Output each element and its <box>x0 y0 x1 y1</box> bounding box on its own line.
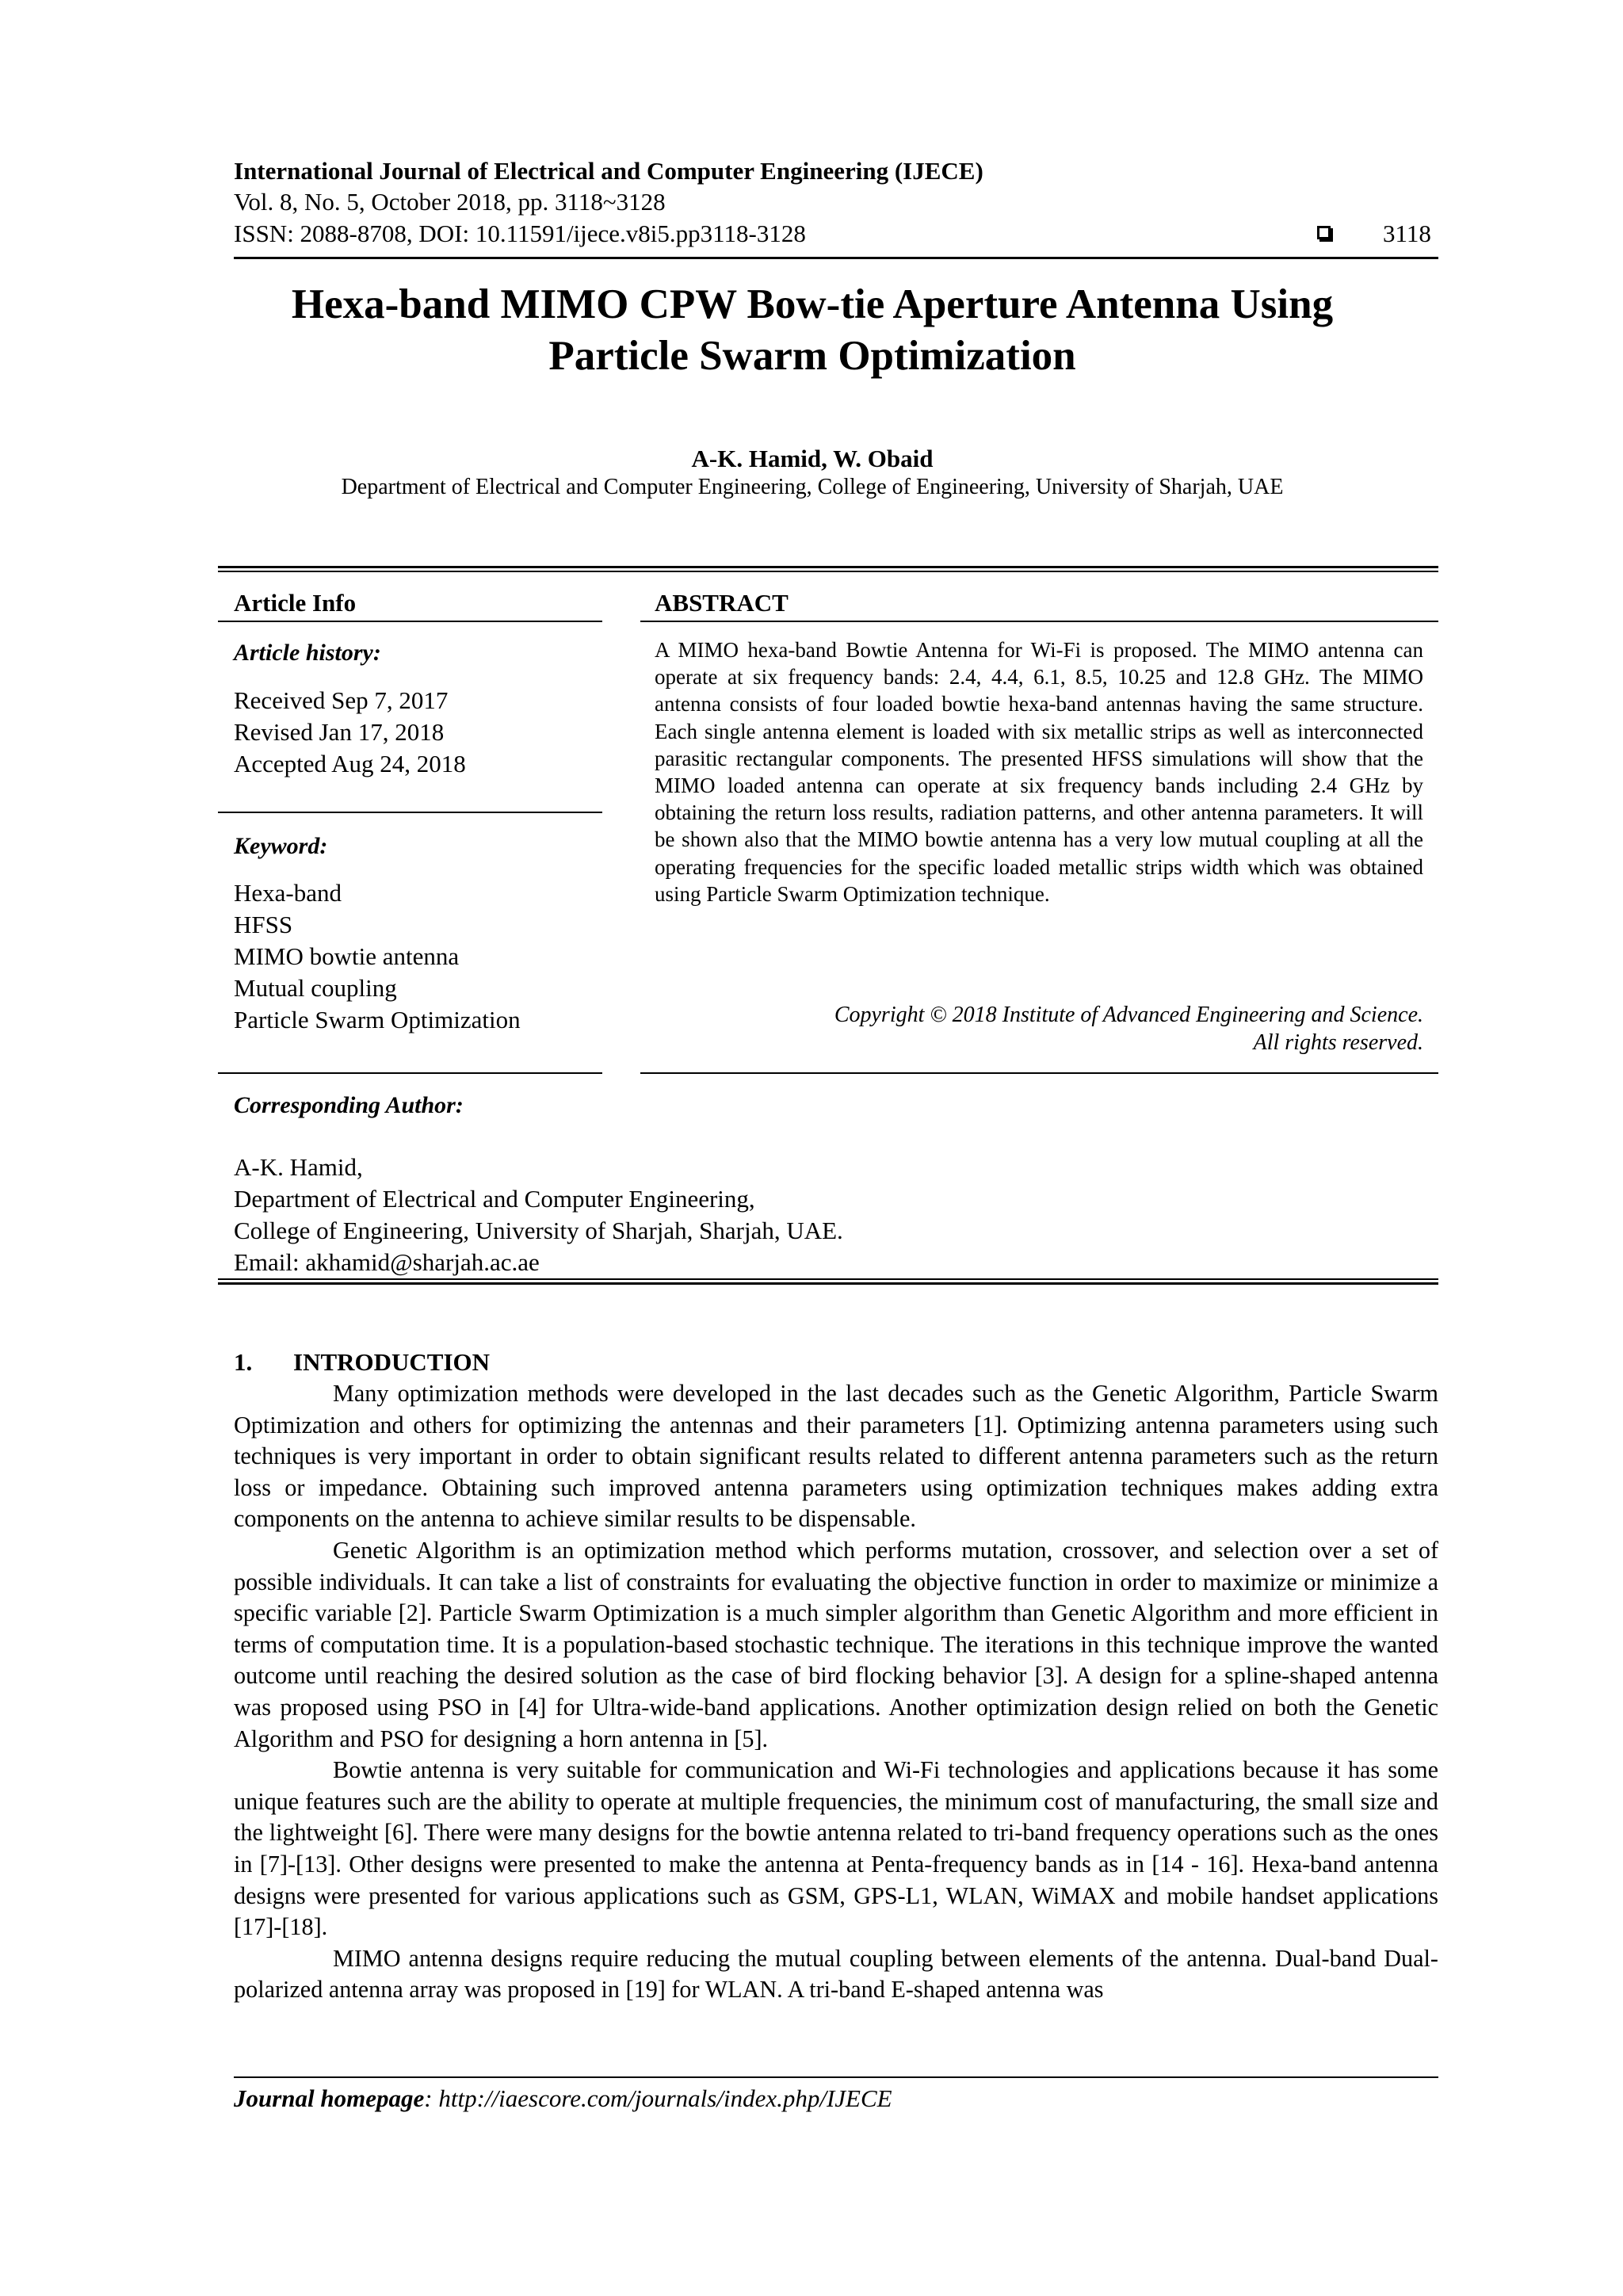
corresponding-email: Email: akhamid@sharjah.ac.ae <box>234 1248 540 1276</box>
abstract-bottom-rule <box>640 1072 1438 1074</box>
paper-title-line-1: Hexa-band MIMO CPW Bow-tie Aperture Antenna Using <box>291 281 1334 327</box>
keyword-item: Hexa-band <box>234 879 342 907</box>
rights-notice: All rights reserved. <box>1253 1030 1423 1055</box>
history-accepted: Accepted Aug 24, 2018 <box>234 750 466 777</box>
journal-homepage <box>234 2084 892 2113</box>
journal-name: International Journal of Electrical and Computer Engineering (IJECE) <box>234 157 983 185</box>
paragraph: MIMO antenna designs require reducing the mutual coupling between elements of the antenna. Dual-band Dual-polarized antenna array was proposed in [19] for WLAN. A tri-band E-shaped antenna was <box>234 1944 1438 2004</box>
page-number: 3118 <box>1383 220 1431 247</box>
keyword-list <box>234 877 521 1036</box>
history-keyword-rule <box>218 812 602 813</box>
keyword-bottom-rule <box>218 1072 602 1074</box>
homepage-link[interactable]: : http://iaescore.com/journals/index.php/IJECE <box>424 2084 892 2112</box>
article-info-heading: Article Info <box>234 589 357 617</box>
corresponding-name: A-K. Hamid, <box>234 1153 363 1181</box>
abstract-rule <box>640 621 1438 622</box>
abstract-text: A MIMO hexa-band Bowtie Antenna for Wi-Fi is proposed. The MIMO antenna can operate at six frequency bands: 2.4, 4.4, 6.1, 8.5, 10.25 and 12.8 GHz. The MIMO antenna consists of four loaded bowtie hexa-band antennas having the same structure. Each single antenna element is loaded with six metallic strips as well as interconnected parasitic rectangular components. The presented HFSS simulations will show that the MIMO loaded antenna can operate at six frequency bands including 2.4 GHz by obtaining the return loss results, radiation patterns, and other antenna parameters. It will be shown also that the MIMO bowtie antenna has a very low mutual coupling at all the operating frequencies for the specific loaded metallic strips width which was obtained using Particle Swarm Optimization technique. <box>655 638 1423 906</box>
frame-bottom-rule-1 <box>218 1278 1438 1280</box>
history-revised: Revised Jan 17, 2018 <box>234 718 445 746</box>
frame-bottom-rule-2 <box>218 1282 1438 1285</box>
introduction-body <box>234 1378 1438 2006</box>
section-number: 1. <box>234 1348 253 1376</box>
author-affiliation: Department of Electrical and Computer Engineering, College of Engineering, University of Sharjah, UAE <box>341 475 1284 499</box>
header-rule <box>234 257 1438 259</box>
corresponding-department: Department of Electrical and Computer Engineering, <box>234 1185 755 1213</box>
keyword-item: MIMO bowtie antenna <box>234 942 460 970</box>
frame-top-rule-2 <box>218 571 1438 572</box>
journal-issn: ISSN: 2088-8708, DOI: 10.11591/ijece.v8i5.pp3118-3128 <box>234 220 806 247</box>
author-list: A-K. Hamid, W. Obaid <box>691 445 934 472</box>
paragraph: Genetic Algorithm is an optimization method which performs mutation, crossover, and selection over a set of possible individuals. It can take a list of constraints for evaluating the objective function in order to maximize or minimize a specific variable [2]. Particle Swarm Optimization is a much simpler algorithm than Genetic Algorithm and more efficient in terms of computation time. It is a population-based stochastic technique. The iterations in this technique improve the wanted outcome until reaching the desired solution as the case of bird flocking behavior [3]. A design for a spline-shaped antenna was proposed using PSO in [4] for Ultra-wide-band applications. Another optimization design relied on both the Genetic Algorithm and PSO for designing a horn antenna in [5]. <box>234 1536 1438 1752</box>
article-history-heading: Article history: <box>234 640 381 666</box>
keyword-item: HFSS <box>234 911 293 938</box>
checkbox-icon <box>1317 226 1331 239</box>
abstract-heading: ABSTRACT <box>655 589 789 617</box>
article-history <box>234 685 466 780</box>
paragraph: Bowtie antenna is very suitable for communication and Wi-Fi technologies and applications because it has some unique features such are the ability to operate at multiple frequencies, the minimum cost of manufacturing, the small size and the lightweight [6]. There were many designs for the bowtie antenna related to tri-band frequency operations such as the ones in [7]-[13]. Other designs were presented to make the antenna at Penta-frequency bands as in [14 - 16]. Hexa-band antenna designs were presented for various applications such as GSM, GPS-L1, WLAN, WiMAX and mobile handset applications [17]-[18]. <box>234 1756 1438 1941</box>
article-info-rule <box>218 621 602 622</box>
introduction-heading <box>234 1347 490 1377</box>
journal-volume: Vol. 8, No. 5, October 2018, pp. 3118~3128 <box>234 188 666 216</box>
corresponding-heading: Corresponding Author: <box>234 1092 464 1118</box>
copyright-notice: Copyright © 2018 Institute of Advanced Engineering and Science. <box>834 1003 1423 1027</box>
paper-title <box>143 279 1482 382</box>
keyword-item: Mutual coupling <box>234 974 397 1002</box>
homepage-label: Journal homepage <box>234 2084 425 2112</box>
keyword-heading: Keyword: <box>234 833 328 859</box>
frame-top-rule-1 <box>218 566 1438 568</box>
keyword-item: Particle Swarm Optimization <box>234 1006 521 1033</box>
section-title: INTRODUCTION <box>293 1348 491 1376</box>
history-received: Received Sep 7, 2017 <box>234 686 449 714</box>
paragraph: Many optimization methods were developed in the last decades such as the Genetic Algorithm, Particle Swarm Optimization and others for optimizing the antennas and their parameters [1]. Optimizing antenna parameters using such techniques is very important in order to obtain significant results related to different antenna parameters such as the return loss or impedance. Obtaining such improved antenna parameters using optimization techniques makes adding extra components on the antenna to achieve similar results to be dispensable. <box>234 1380 1438 1533</box>
paper-title-line-2: Particle Swarm Optimization <box>548 333 1076 379</box>
footer-rule <box>234 2076 1438 2078</box>
corresponding-author <box>234 1152 843 1278</box>
corresponding-college: College of Engineering, University of Sharjah, Sharjah, UAE. <box>234 1217 843 1244</box>
